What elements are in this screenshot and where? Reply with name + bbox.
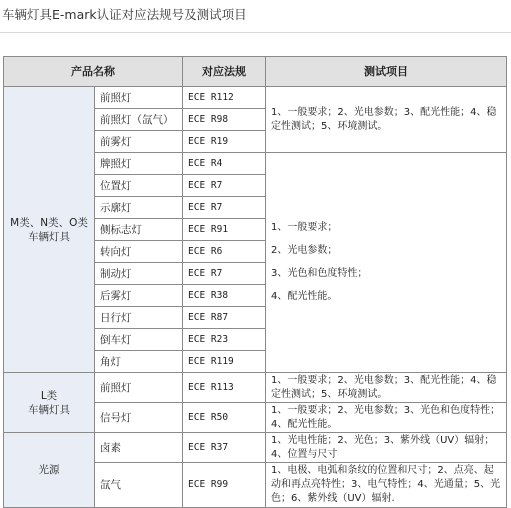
group-mno-lamps [4, 87, 95, 373]
page-title: 车辆灯具E-mark认证对应法规号及测试项目 [2, 7, 247, 22]
product-item: 前照灯 [95, 87, 183, 109]
product-item: 侧标志灯 [95, 219, 183, 241]
regulation-code: ECE R37 [183, 433, 266, 463]
regulation-code: ECE R91 [183, 219, 266, 241]
group-name-line: 光源 [38, 464, 60, 476]
regulation-code: ECE R7 [183, 197, 266, 219]
product-item: 牌照灯 [95, 153, 183, 175]
regulation-table [3, 56, 507, 508]
test-line: 4、配光性能。 [271, 291, 338, 302]
regulation-code: ECE R113 [183, 373, 266, 403]
product-item: 氙气 [95, 463, 183, 508]
group-light-source [4, 433, 95, 508]
group-name-line: M类、N类、O类 [10, 216, 88, 229]
group-name-line: 车辆灯具 [28, 403, 70, 416]
test-line: 2、光电参数； [271, 245, 338, 256]
regulation-code: ECE R50 [183, 403, 266, 433]
regulation-code: ECE R7 [183, 263, 266, 285]
test-items-halogen: 1、光电性能；2、光色；3、紫外线（UV）辐射；4、位置与尺寸 [266, 433, 507, 463]
product-item: 前照灯 [95, 373, 183, 403]
regulation-code: ECE R19 [183, 131, 266, 153]
regulation-code: ECE R87 [183, 307, 266, 329]
product-item: 前雾灯 [95, 131, 183, 153]
product-item: 卤素 [95, 433, 183, 463]
group-name-line: 车辆灯具 [28, 230, 70, 243]
test-items-l-signal: 1、一般要求；2、光电参数；3、光色和色度特性；4、配光性能。 [266, 403, 507, 433]
test-items-headlamp: 1、一般要求；2、光电参数；3、配光性能；4、稳定性测试；5、环境测试。 [266, 87, 507, 153]
regulation-code: ECE R119 [183, 351, 266, 373]
group-name-line: L类 [40, 389, 58, 402]
test-line: 3、光色和色度特性； [271, 268, 368, 279]
regulation-code: ECE R112 [183, 87, 266, 109]
group-l-lamps [4, 373, 95, 433]
product-item: 角灯 [95, 351, 183, 373]
product-item: 位置灯 [95, 175, 183, 197]
regulation-code: ECE R98 [183, 109, 266, 131]
product-item: 信号灯 [95, 403, 183, 433]
product-item: 示廓灯 [95, 197, 183, 219]
regulation-code: ECE R7 [183, 175, 266, 197]
regulation-code: ECE R99 [183, 463, 266, 508]
table-row [4, 373, 507, 403]
test-items-xenon: 1、电极、电弧和条纹的位置和尺寸；2、点亮、起动和再点亮特性；3、电气特性；4、光通量；5、光色；6、紫外线（UV）辐射. [266, 463, 507, 508]
product-item: 日行灯 [95, 307, 183, 329]
regulation-code: ECE R4 [183, 153, 266, 175]
product-item: 转向灯 [95, 241, 183, 263]
table-row [4, 433, 507, 463]
table-row [4, 87, 507, 109]
product-item: 倒车灯 [95, 329, 183, 351]
test-items-l-headlamp: 1、一般要求；2、光电参数；3、配光性能；4、稳定性测试；5、环境测试。 [266, 373, 507, 403]
regulation-code: ECE R6 [183, 241, 266, 263]
header-product-name: 产品名称 [4, 57, 183, 87]
test-line: 1、一般要求； [271, 222, 338, 233]
header-test-items: 测试项目 [266, 57, 507, 87]
product-item: 前照灯（氙气） [95, 109, 183, 131]
title-divider [0, 32, 511, 33]
test-items-signal-lamps [266, 153, 507, 373]
table-header-row [4, 57, 507, 87]
regulation-code: ECE R38 [183, 285, 266, 307]
regulation-code: ECE R23 [183, 329, 266, 351]
product-item: 后雾灯 [95, 285, 183, 307]
header-regulation: 对应法规 [183, 57, 266, 87]
product-item: 制动灯 [95, 263, 183, 285]
